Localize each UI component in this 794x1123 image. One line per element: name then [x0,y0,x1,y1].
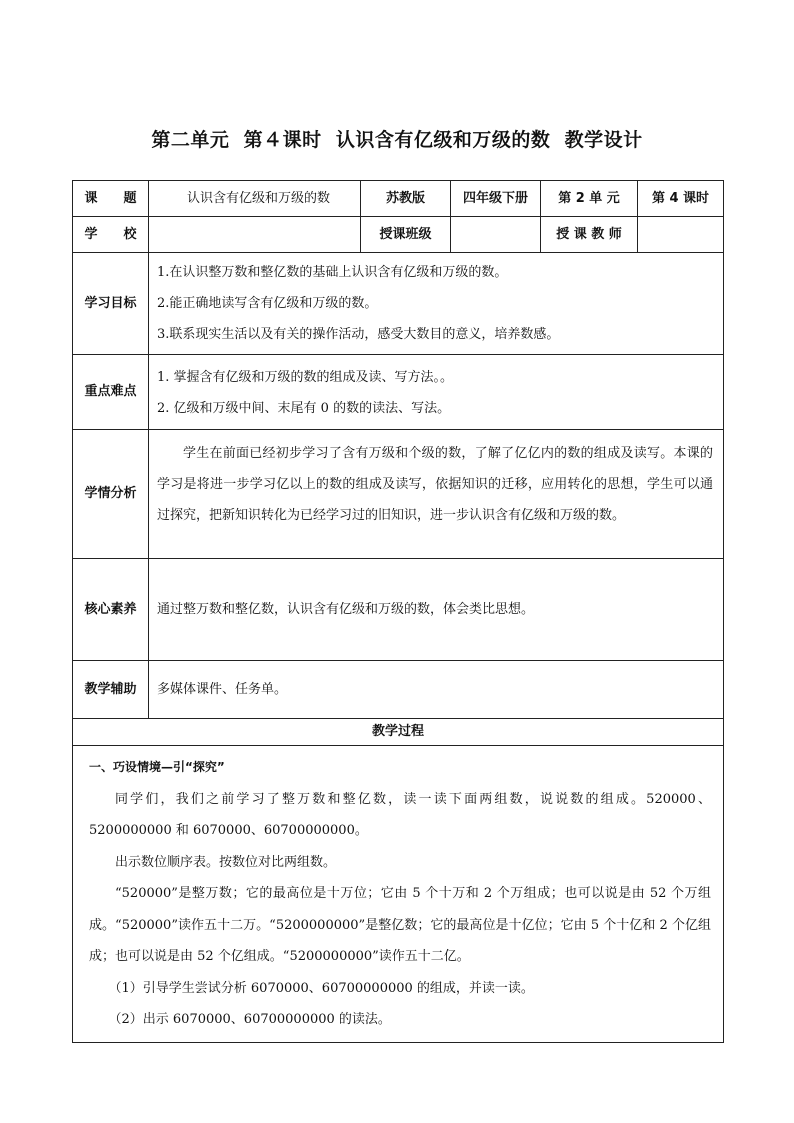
core-label: 核心素养 [73,559,149,661]
process-paragraph: “520000”是整万数；它的最高位是十万位；它由 5 个十万和 2 个万组成；也可以说是由 52 个万组成。“520000”读作五十二万。“5200000000”是整亿数；它的最高位是十亿位；它由 5 个十亿和 2 个亿组成；也可以说是由 52 个亿组成。“5200000000”读作五十二亿。 [89,886,711,964]
lesson-cell: 第 4 课时 [638,181,724,217]
header-row [73,181,724,217]
topic-value: 认识含有亿级和万级的数 [149,181,361,217]
class-value [451,217,541,253]
process-header-row [73,719,724,746]
objective-item: 1.在认识整万数和整亿数的基础上认识含有亿级和万级的数。 [157,265,508,280]
aids-label: 教学辅助 [73,661,149,719]
process-content [73,746,724,1043]
process-section-heading: 一、巧设情境—引“探究” [89,760,225,774]
objectives-label: 学习目标 [73,253,149,355]
lesson-plan-table [72,180,724,1043]
school-label: 学 校 [73,217,149,253]
topic-label: 课 题 [73,181,149,217]
class-label: 授课班级 [361,217,451,253]
process-paragraph: 同学们，我们之前学习了整万数和整亿数，读一读下面两组数，说说数的组成。520000、5200000000 和 6070000、60700000000。 [89,791,711,838]
aids-row [73,661,724,719]
teacher-value [638,217,724,253]
key-point-item: 1. 掌握含有亿级和万级的数的组成及读、写方法。。 [157,370,454,385]
publisher-cell: 苏教版 [361,181,451,217]
aids-text: 多媒体课件、任务单。 [149,661,724,719]
key-point-item: 2. 亿级和万级中间、末尾有 0 的数的读法、写法。 [157,401,451,416]
process-step: （2）出示 6070000、60700000000 的读法。 [108,1012,391,1027]
teacher-label: 授 课 教 师 [541,217,638,253]
objective-item: 3.联系现实生活以及有关的操作活动，感受大数目的意义，培养数感。 [157,327,560,342]
analysis-row [73,430,724,559]
analysis-content [149,430,724,559]
grade-cell: 四年级下册 [451,181,541,217]
key-points-label: 重点难点 [73,355,149,430]
process-row [73,746,724,1043]
process-step: （1）引导学生尝试分析 6070000、60700000000 的组成，并读一读。 [108,980,534,996]
process-heading: 教学过程 [73,719,724,746]
unit-cell: 第 2 单 元 [541,181,638,217]
key-points-row [73,355,724,430]
objective-item: 2.能正确地读写含有亿级和万级的数。 [157,296,378,311]
analysis-label: 学情分析 [73,430,149,559]
page-title: 第二单元 第４课时 认识含有亿级和万级的数 教学设计 [151,129,643,151]
school-value [149,217,361,253]
school-row [73,217,724,253]
process-paragraph: 出示数位顺序表。按数位对比两组数。 [115,854,337,870]
analysis-text: 学生在前面已经初步学习了含有万级和个级的数，了解了亿亿内的数的组成及读写。本课的学习是将进一步学习亿以上的数的组成及读写，依据知识的迁移，应用转化的思想，学生可以通过探究，把新知识转化为已经学习过的旧知识，进一步认识含有亿级和万级的数。 [157,446,713,523]
key-points-content [149,355,724,430]
objectives-row [73,253,724,355]
core-text: 通过整万数和整亿数，认识含有亿级和万级的数，体会类比思想。 [149,559,724,661]
core-row [73,559,724,661]
objectives-content [149,253,724,355]
